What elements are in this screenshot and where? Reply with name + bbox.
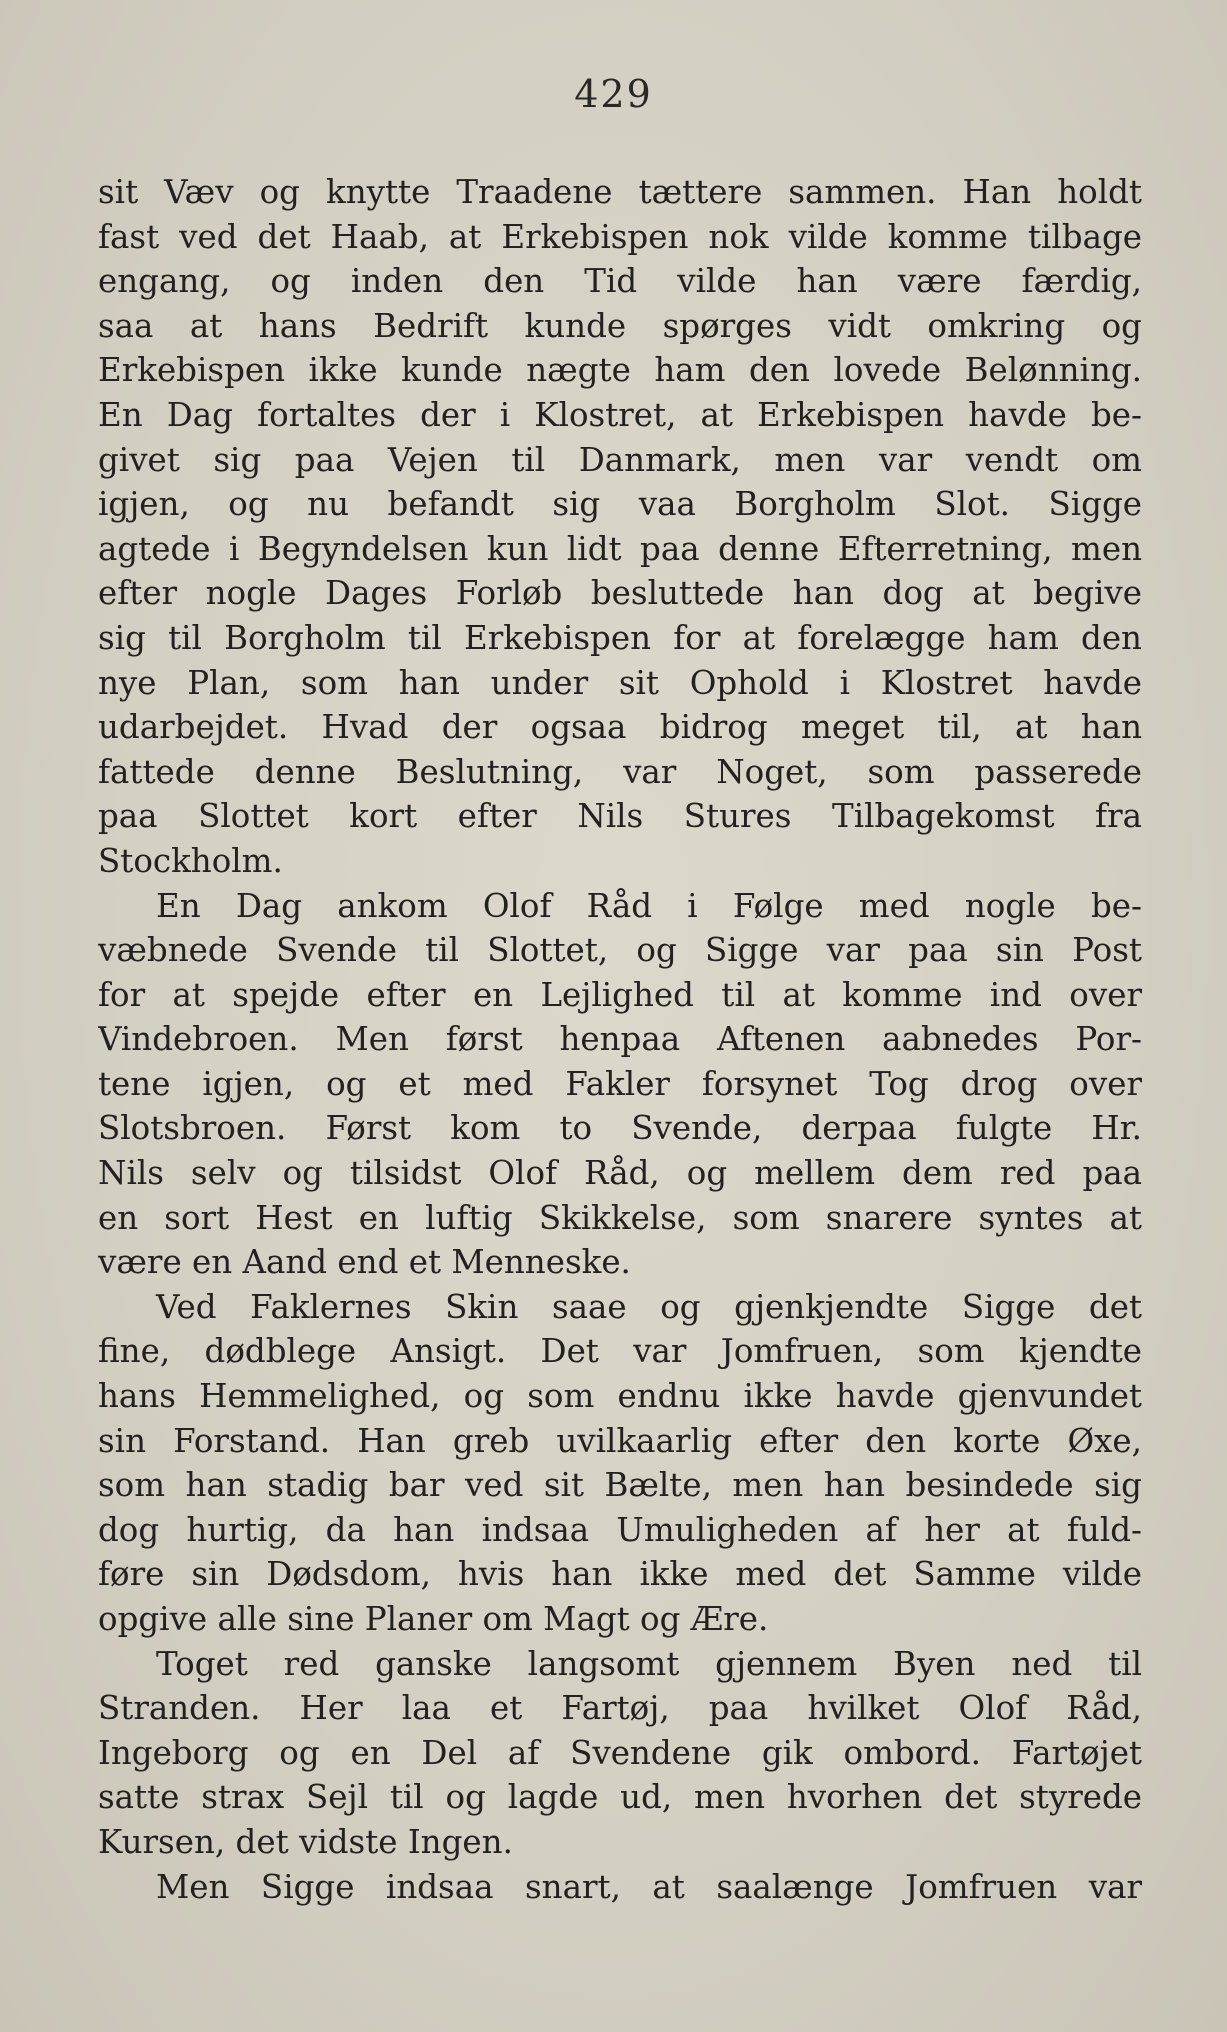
text-line: paa Slottet kort efter Nils Stures Tilbagekomst fra	[98, 797, 1142, 836]
text-line: sit Væv og knytte Traadene tættere sammen. Han holdt	[98, 173, 1142, 211]
text-line: Toget red ganske langsomt gjennem Byen ned til	[156, 1644, 1142, 1683]
text-line: Ved Faklernes Skin saae og gjenkjendte Sigge det	[156, 1287, 1142, 1326]
text-line: satte strax Sejl til og lagde ud, men hvorhen det styrede	[98, 1778, 1142, 1817]
text-line: Kursen, det vidste Ingen.	[98, 1822, 513, 1861]
text-line: efter nogle Dages Forløb besluttede han dog at begive	[98, 574, 1142, 613]
text-line: Nils selv og tilsidst Olof Råd, og mellem dem red paa	[98, 1154, 1142, 1193]
text-line: engang, og inden den Tid vilde han være færdig,	[98, 262, 1142, 301]
text-line: En Dag ankom Olof Råd i Følge med nogle be-	[156, 886, 1142, 925]
text-line: Men Sigge indsaa snart, at saalænge Jomfruen var	[156, 1867, 1142, 1906]
text-line: fast ved det Haab, at Erkebispen nok vilde komme tilbage	[98, 217, 1142, 256]
text-line: udarbejdet. Hvad der ogsaa bidrog meget til, at han	[98, 708, 1142, 747]
text-line: saa at hans Bedrift kunde spørges vidt omkring og	[98, 306, 1142, 345]
text-line: Ingeborg og en Del af Svendene gik ombord. Fartøjet	[98, 1733, 1142, 1772]
text-line: opgive alle sine Planer om Magt og Ære.	[98, 1600, 769, 1638]
text-line: en sort Hest en luftig Skikkelse, som snarere syntes at	[98, 1198, 1142, 1237]
text-line: sig til Borgholm til Erkebispen for at forelægge ham den	[98, 618, 1142, 657]
text-line: fine, dødblege Ansigt. Det var Jomfruen, som kjendte	[98, 1332, 1142, 1371]
text-line: Slotsbroen. Først kom to Svende, derpaa fulgte Hr.	[98, 1109, 1142, 1148]
text-line: være en Aand end et Menneske.	[98, 1243, 631, 1282]
text-line: hans Hemmelighed, og som endnu ikke havde gjenvundet	[98, 1377, 1142, 1416]
text-line: fattede denne Beslutning, var Noget, som passerede	[98, 752, 1142, 791]
text-line: dog hurtig, da han indsaa Umuligheden af her at fuld-	[98, 1510, 1142, 1549]
text-line: Vindebroen. Men først henpaa Aftenen aabnedes Por-	[98, 1020, 1142, 1059]
text-line: agtede i Begyndelsen kun lidt paa denne Efterretning, men	[98, 529, 1142, 568]
text-line: for at spejde efter en Lejlighed til at komme ind over	[98, 975, 1142, 1014]
text-line: som han stadig bar ved sit Bælte, men han besindede sig	[98, 1466, 1142, 1505]
text-line: føre sin Dødsdom, hvis han ikke med det Samme vilde	[98, 1555, 1142, 1594]
text-line: Erkebispen ikke kunde nægte ham den lovede Belønning.	[98, 351, 1142, 390]
text-line: nye Plan, som han under sit Ophold i Klostret havde	[98, 663, 1142, 702]
text-line: tene igjen, og et med Fakler forsynet Tog drog over	[98, 1064, 1142, 1103]
text-line: igjen, og nu befandt sig vaa Borgholm Slot. Sigge	[98, 485, 1142, 524]
text-line: En Dag fortaltes der i Klostret, at Erkebispen havde be-	[98, 395, 1142, 434]
body-text	[98, 170, 1142, 1909]
text-line: sin Forstand. Han greb uvilkaarlig efter den korte Øxe,	[98, 1421, 1142, 1460]
text-line: Stockholm.	[98, 841, 283, 880]
page-number: 429	[574, 72, 653, 116]
text-line: væbnede Svende til Slottet, og Sigge var paa sin Post	[98, 931, 1142, 970]
text-line: givet sig paa Vejen til Danmark, men var vendt om	[98, 440, 1142, 479]
text-line: Stranden. Her laa et Fartøj, paa hvilket Olof Råd,	[98, 1689, 1142, 1728]
